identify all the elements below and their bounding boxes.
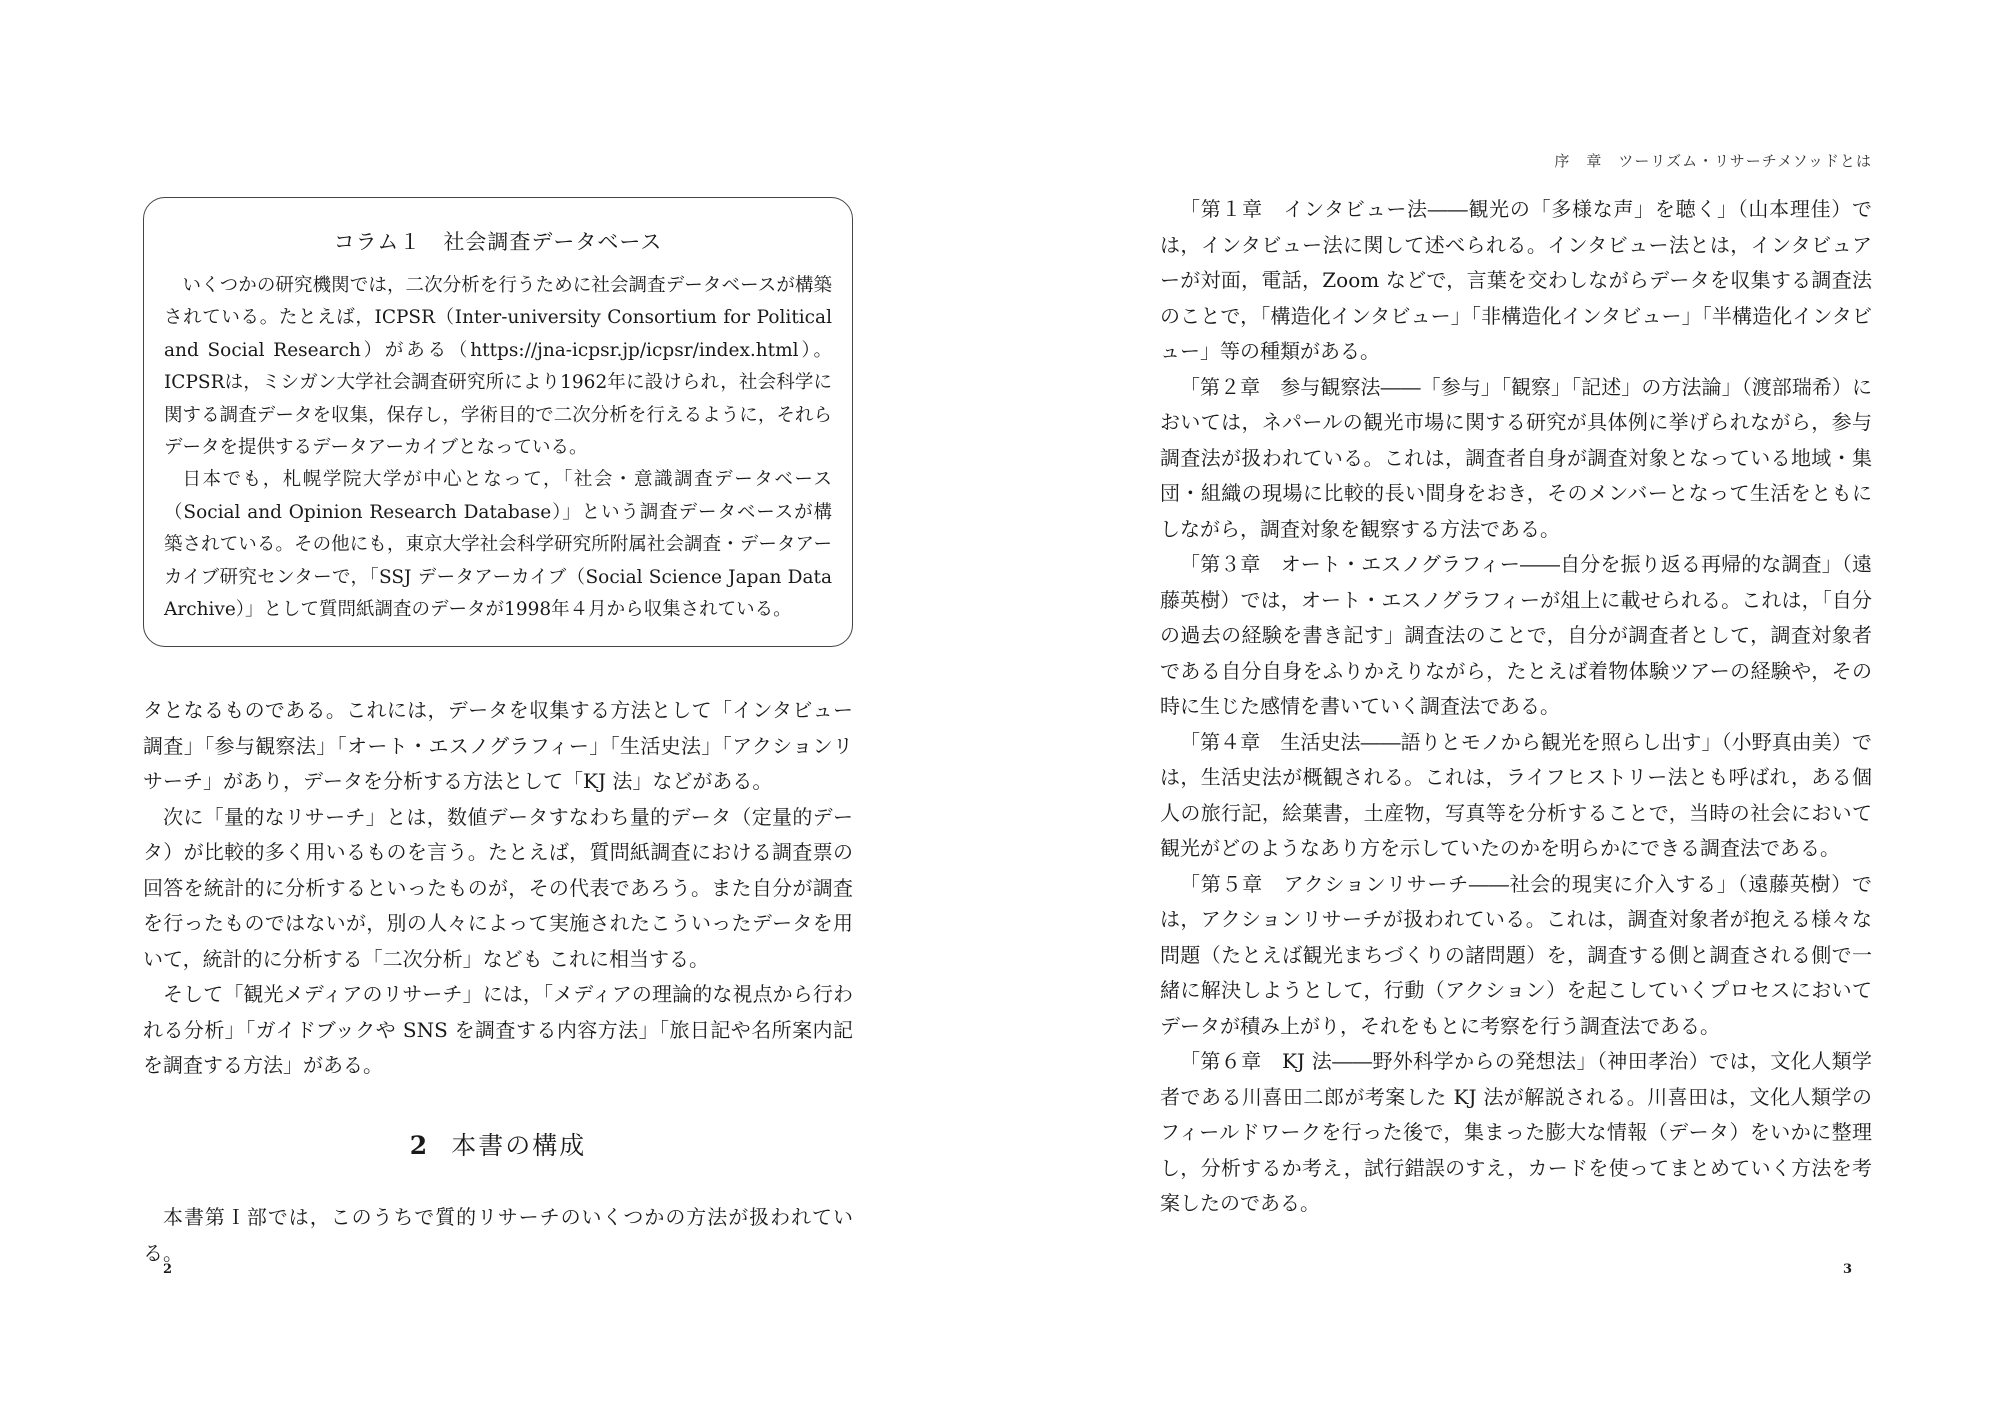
- chapter-summary-6: 「第６章 KJ 法――野外科学からの発想法」（神田孝治）では，文化人類学者である川喜田二郎が考案した KJ 法が解説される。川喜田は，文化人類学のフィールドワークを行った後で，集まった膨大な情報（データ）をいかに整理し，分析するか考え，試行錯誤のすえ，カードを使ってまとめていく方法を考案したのである。: [1160, 1049, 1872, 1215]
- chapter-summary-5: 「第５章 アクションリサーチ――社会的現実に介入する」（遠藤英樹）では，アクションリサーチが扱われている。これは，調査対象者が抱える様々な問題（たとえば観光まちづくりの諸問題）を，調査する側と調査される側で一緒に解決しようとして，行動（アクション）を起こしていくプロセスにおいてデータが積み上がり，それをもとに考察を行う調査法である。: [1160, 871, 1872, 1038]
- section-number: 2: [409, 1131, 430, 1160]
- body-paragraph: 本書第Ｉ部では，このうちで質的リサーチのいくつかの方法が扱われている。: [143, 1205, 853, 1265]
- chapter-summary-3: 「第３章 オート・エスノグラフィー――自分を振り返る再帰的な調査」（遠藤英樹）では，オート・エスノグラフィーが俎上に載せられる。これは，「自分の過去の経験を書き記す」調査法のことで，自分が調査者として，調査対象者である自分自身をふりかえりながら，たとえば着物体験ツアーの経験や，その時に生じた感情を書いていく調査法である。: [1160, 552, 1872, 718]
- page-number-left: 2: [163, 1262, 173, 1277]
- chapter-summary-1: 「第１章 インタビュー法――観光の「多様な声」を聴く」（山本理佳）では，インタビュー法に関して述べられる。インタビュー法とは，インタビュアーが対面，電話，Zoom などで，言葉を交わしながらデータを収集する調査法のことで，「構造化インタビュー」「非構造化インタビュー」「半構造化インタビュー」等の種類がある。: [1160, 197, 1872, 363]
- chapter-summary-4: 「第４章 生活史法――語りとモノから観光を照らし出す」（小野真由美）では，生活史法が概観される。これは，ライフヒストリー法とも呼ばれ，ある個人の旅行記，絵葉書，土産物，写真等を分析することで，当時の社会において観光がどのようなあり方を示していたのかを明らかにできる調査法である。: [1160, 729, 1872, 860]
- section-heading: [143, 1126, 853, 1162]
- left-body-text: [143, 693, 853, 1084]
- column-title: コラム１ 社会調査データベース: [333, 230, 663, 254]
- body-paragraph: 次に「量的なリサーチ」とは，数値データすなわち量的データ（定量的データ）が比較的多く用いるものを言う。たとえば，質問紙調査における調査票の回答を統計的に分析するといったものが，その代表であろう。また自分が調査を行ったものではないが，別の人々によって実施されたこういったデータを用いて，統計的に分析する「二次分析」なども これに相当する。: [143, 804, 853, 971]
- left-page: [143, 0, 855, 1414]
- running-head: 序 章 ツーリズム・リサーチメソッドとは: [1554, 152, 1872, 170]
- column-box: [143, 197, 853, 647]
- column-paragraph: いくつかの研究機関では，二次分析を行うために社会調査データベースが構築されている。たとえば，ICPSR（Inter-university Consortium for Political and Social Research）がある（https://jna-icpsr.jp/icpsr/index.html）。ICPSRは，ミシガン大学社会調査研究所により1962年に設けられ，社会科学に関する調査データを収集，保存し，学術目的で二次分析を行えるように，それらデータを提供するデータアーカイブとなっている。: [164, 275, 832, 459]
- right-body-text: [1160, 192, 1872, 1222]
- chapter-summary-2: 「第２章 参与観察法――「参与」「観察」「記述」の方法論」（渡部瑞希）においては，ネパールの観光市場に関する研究が具体例に挙げられながら，参与調査法が扱われている。これは，調査者自身が調査対象となっている地域・集団・組織の現場に比較的長い間身をおき，そのメンバーとなって生活をともにしながら，調査対象を観察する方法である。: [1160, 374, 1872, 541]
- section-title-text: 本書の構成: [451, 1131, 587, 1160]
- page-number-right: 3: [1842, 1262, 1852, 1277]
- body-paragraph: タとなるものである。これには，データを収集する方法として「インタビュー調査」「参与観察法」「オート・エスノグラフィー」「生活史法」「アクションリサーチ」があり，データを分析する方法として「KJ 法」などがある。: [143, 698, 853, 793]
- right-page: [1160, 0, 1872, 1414]
- column-paragraph: 日本でも，札幌学院大学が中心となって，「社会・意識調査データベース（Social and Opinion Research Database）」という調査データベースが構築されている。その他にも，東京大学社会科学研究所附属社会調査・データアーカイブ研究センターで，「SSJ データアーカイブ（Social Science Japan Data Archive）」として質問紙調査のデータが1998年４月から収集されている。: [164, 469, 832, 621]
- left-tail-text: [143, 1200, 853, 1271]
- body-paragraph: そして「観光メディアのリサーチ」には，「メディアの理論的な視点から行われる分析」「ガイドブックや SNS を調査する内容方法」「旅日記や名所案内記を調査する方法」がある。: [143, 982, 853, 1077]
